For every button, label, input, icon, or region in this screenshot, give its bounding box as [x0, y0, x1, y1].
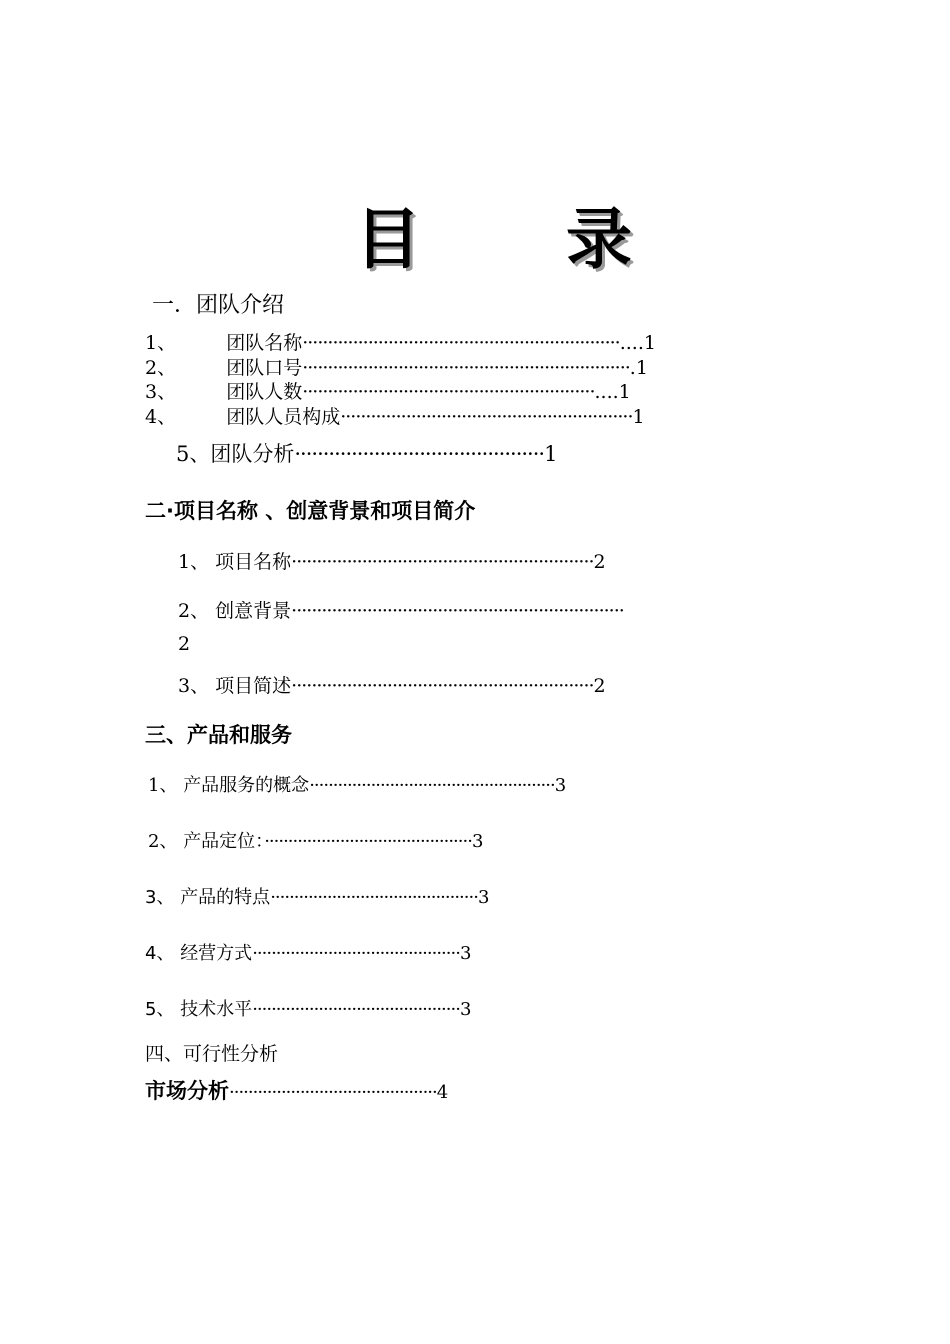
entry-number: 1、	[178, 551, 210, 573]
entry-number: 3、	[178, 675, 210, 697]
entry-leader: ············································	[252, 943, 460, 964]
entry-label: 团队人员构成	[226, 406, 341, 428]
entry-page: 1	[632, 406, 645, 428]
entry-label: 创意背景	[215, 600, 292, 622]
entry-leader: ····························································	[291, 675, 594, 697]
entry-label: 项目名称	[215, 551, 292, 573]
entry-label: 产品定位：	[183, 831, 265, 852]
entry-leader: ············································	[252, 999, 460, 1020]
entry-page: 3	[471, 831, 484, 852]
entry-leader: ··································································	[291, 600, 624, 622]
entry-leader: ············································	[264, 831, 472, 852]
entry-leader: ··························································	[302, 381, 595, 403]
toc-entry[interactable]	[176, 438, 557, 468]
entry-leader: ············································	[294, 442, 545, 466]
entry-page: 2	[593, 551, 606, 573]
toc-entry[interactable]	[178, 547, 606, 574]
entry-number: 4、	[145, 406, 177, 428]
entry-page: 3	[459, 943, 472, 964]
entry-number: 2、	[148, 831, 178, 852]
entry-label: 团队口号	[226, 357, 303, 379]
entry-leader: ·································································	[302, 357, 630, 379]
entry-leader: ····················································	[309, 775, 555, 796]
entry-label: 团队分析	[210, 442, 295, 466]
toc-entry[interactable]	[148, 827, 483, 853]
entry-number: 5、	[145, 999, 175, 1020]
toc-entry[interactable]	[145, 995, 471, 1021]
section-3-heading: 三、产品和服务	[145, 723, 292, 747]
section-4-heading: 四、可行性分析	[145, 1043, 279, 1065]
entry-label: 技术水平	[180, 999, 253, 1020]
entry-number: 3、	[145, 887, 175, 908]
section-2-heading: 二·项目名称 、创意背景和项目简介	[145, 499, 476, 523]
entry-leader: ············································	[229, 1082, 437, 1103]
entry-number: 3、	[145, 381, 177, 403]
toc-entry[interactable]	[145, 353, 648, 380]
toc-entry[interactable]	[145, 883, 489, 909]
toc-entry[interactable]	[148, 771, 566, 797]
title-char-1: 目	[355, 201, 421, 278]
entry-leader: ·······························································	[302, 332, 620, 354]
toc-entry[interactable]	[145, 939, 471, 965]
entry-number: 1、	[145, 332, 177, 354]
entry-page: 1	[544, 442, 558, 466]
entry-page: 3	[459, 999, 472, 1020]
toc-entry[interactable]	[145, 402, 645, 429]
entry-page: 2	[593, 675, 606, 697]
entry-number: 5、	[176, 442, 211, 466]
toc-entry[interactable]	[178, 596, 624, 623]
entry-number: 2、	[178, 600, 210, 622]
title-char-2: 录	[566, 201, 632, 278]
toc-entry[interactable]	[145, 377, 631, 404]
entry-number: 4、	[145, 943, 175, 964]
entry-page: 3	[554, 775, 567, 796]
toc-title	[355, 186, 632, 281]
toc-entry[interactable]	[145, 328, 656, 355]
entry-page: ....1	[619, 332, 656, 354]
toc-entry[interactable]	[145, 1075, 448, 1105]
entry-label: 产品的特点	[180, 887, 271, 908]
entry-page: 4	[436, 1082, 449, 1103]
entry-number: 1、	[148, 775, 178, 796]
entry-leader: ····························································	[291, 551, 594, 573]
entry-label: 经营方式	[180, 943, 253, 964]
toc-entry[interactable]	[178, 671, 606, 698]
entry-number: 2、	[145, 357, 177, 379]
entry-leader: ··························································	[340, 406, 633, 428]
entry-leader: ············································	[270, 887, 478, 908]
entry-page: .1	[629, 357, 648, 379]
entry-page[interactable]: 2	[178, 633, 191, 655]
entry-label: 项目简述	[215, 675, 292, 697]
entry-label: 团队人数	[226, 381, 303, 403]
entry-label: 团队名称	[226, 332, 303, 354]
entry-page: ....1	[594, 381, 631, 403]
entry-label: 市场分析	[145, 1079, 229, 1103]
entry-label: 产品服务的概念	[183, 775, 310, 796]
entry-page: 3	[477, 887, 490, 908]
section-1-heading: 一．团队介绍	[152, 293, 285, 318]
